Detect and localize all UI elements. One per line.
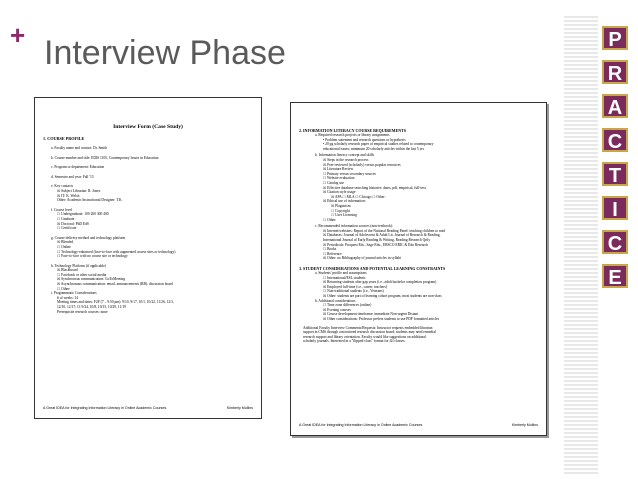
list-item: ☒ Returning students after gap years (i.e., adult bachelor completion program): [323, 280, 437, 285]
list-item: ☒ Other: students are part of learning cohort program, most students are non-class: [323, 294, 442, 298]
list-item: ☒ IT: K. Welsh: [57, 193, 80, 198]
list-item: ☒ Ethical use of information:: [323, 199, 366, 204]
footer-author: Kimberly Mullins: [511, 423, 538, 427]
interview-form-page-2: [290, 102, 547, 436]
practice-letter: A: [602, 94, 628, 118]
list-item: ☒ Subject Librarian: R. Jones: [57, 188, 101, 193]
section-course-profile: 1. COURSE PROFILE: [43, 136, 85, 141]
list-item: b. Additional considerations: [315, 298, 356, 303]
list-item: ☐ Primary versus secondary sources: [323, 171, 376, 176]
form-title: Interview Form (Case Study): [113, 124, 183, 130]
list-item: ☐ Website evaluation: [323, 176, 355, 181]
list-item: ☒ Peer-reviewed (scholarly) versus popular resources: [323, 162, 401, 167]
practice-letter: R: [602, 60, 628, 84]
list-item: e. Key contacts: [51, 184, 74, 189]
list-item: ☒ Evening courses: [323, 307, 351, 312]
list-item: ☐ Graduate: [57, 216, 75, 221]
list-item: ☒ Internet/websites: Report of the National Reading Panel: teaching children to read: [323, 228, 446, 233]
list-item: ☒ Doctoral: PhD EdS: [57, 221, 89, 226]
list-item: d. Semester and year: Fall '13: [51, 174, 94, 179]
list-item: ☒ Plagiarism: [331, 203, 351, 208]
list-item: c. Program or department: Education: [51, 165, 105, 170]
list-item: a. Required research projects or library assignments: [315, 133, 390, 137]
list-item: ☐ Online: [57, 244, 71, 249]
list-item: a. Faculty name and contact: Dr. Smith: [51, 146, 108, 150]
footer-title: A Great IDEA for Integrating Information Literacy in Online Academic Courses: [43, 406, 167, 410]
page-footer: [43, 406, 253, 410]
list-item: ☒ Blended: [57, 240, 74, 245]
comment-line: Additional Faculty Interview Comments/Requests: Instructor requests embedded librarian: [303, 325, 433, 330]
section-student-considerations: 3. STUDENT CONSIDERATIONS AND POTENTIAL LEARNING CONSTRAINTS: [299, 266, 446, 272]
list-item: ☒ Citation style usage: [323, 190, 356, 195]
faculty-comments: [291, 326, 546, 344]
info-literacy-list: [291, 133, 546, 261]
list-item: ☒ Steps in the research process: [323, 157, 369, 162]
comment-line: research support and library orientation. Faculty would like suggestions on additional: [303, 334, 426, 339]
list-item: b. Information literacy concept and skills: [315, 153, 375, 158]
list-item: ☒ Other: no Bibliography of journal articles in syllabi: [323, 256, 402, 261]
list-item: ☒ Asynchronous communication: email, announcements (RB), discussion board: [57, 282, 173, 287]
course-profile-list: [35, 146, 261, 314]
list-item: ☐ Undergraduate: 100 200 300 400: [57, 212, 109, 217]
list-item: ☐ Facebook or other social media: [57, 272, 107, 277]
interview-form-page-1: [34, 97, 262, 419]
list-item: ☐ Face-to-face with no course site or technology: [57, 254, 128, 259]
slide-title: Interview Phase: [44, 34, 286, 72]
list-item: ☐ Non-traditional students (i.e., Veterans): [323, 289, 384, 294]
comment-line: scholarly journals. Interested in a "flipped-class" format for f2f classes.: [303, 339, 406, 344]
section-information-literacy: 2. INFORMATION LITERACY COURSE REQUIREMENTS: [299, 128, 407, 133]
list-item: ☐ Time zone differences (online): [323, 303, 372, 308]
list-item: • 20 pg scholarly research paper of empirical studies related to contemporary: [323, 142, 434, 147]
list-item: ☒ APA ☐ MLA ☐ Chicago ☐ Other:: [331, 194, 386, 199]
list-item: Meeting times and dates: F2F (7 – 9:50 pm): 9/10, 9/17, 10/1, 10/22, 11/26, 12/3,: [57, 300, 174, 305]
list-item: ☐ International/ESL students: [323, 275, 366, 280]
list-item: ☐ Copyright: [331, 208, 350, 213]
footer-author: Kimberly Mullins: [226, 406, 253, 410]
list-item: h. Technology Platform (if applicable): [51, 263, 107, 268]
list-item: Prerequisite research courses: none: [57, 309, 108, 314]
list-item: ☐ Other:: [323, 217, 337, 222]
list-item: i. Programmatic Considerations: [51, 291, 97, 296]
footer-title: A Great IDEA for Integrating Information Literacy in Online Academic Courses: [299, 423, 423, 427]
list-item: International Journal of Early Reading & Writing, Reading Research Qrtly: [323, 238, 431, 243]
list-item: # of weeks: 14: [57, 295, 79, 300]
list-item: ☒ Other considerations: Professor prefers students to use PDF formatted articles: [323, 316, 440, 321]
list-item: ☐ Certificate: [57, 226, 77, 231]
page-footer: [299, 423, 538, 427]
list-item: ☒ Periodicals: Proquest Eds., Sage Edu., EBSCO ERIC & Edu Research: [323, 242, 429, 247]
list-item: ☐ Technology-enhanced (face-to-face with augmented course sites or technology): [57, 249, 176, 254]
list-item: a. Students' profile and assumptions: [315, 271, 367, 276]
practice-letter: E: [602, 264, 628, 288]
list-item: ☒ Literature Review: [323, 167, 354, 172]
list-item: ☐ Reference: [323, 251, 342, 256]
list-item: ☒ Databases: Journal of Adolescent & Adult Lit, Journal of Research & Reading,: [323, 233, 441, 238]
list-item: Other: Academic Instructional Designer: T.K.: [57, 198, 123, 203]
comment-line: support in CMS through a monitored research discussion board; students may need remedial: [303, 330, 436, 335]
practice-letter: I: [602, 196, 628, 220]
list-item: educational issues; minimum 20 scholarly articles within the last 5 yrs: [323, 146, 425, 151]
plus-icon: +: [10, 20, 26, 50]
list-item: ☒ Employed full-time (i.e., career, teachers): [323, 284, 388, 289]
practice-letter: C: [602, 128, 628, 152]
list-item: b. Course number and title: EDIS 1105, Contemporary Issues in Education: [51, 155, 159, 160]
list-item: c. Recommended information sources (non-textbook):: [315, 224, 393, 229]
list-item: 12/10, 12/17; O: 9/24, 10/8, 10/15, 10/29, 11/19: [57, 305, 126, 310]
decorative-stripe: [564, 16, 598, 476]
practice-letter: T: [602, 162, 628, 186]
list-item: ☐ Catalog use: [323, 180, 344, 185]
practice-letter: P: [602, 26, 628, 50]
student-considerations-list: [291, 271, 546, 322]
list-item: g. Course delivery method and technology platform: [51, 235, 126, 240]
list-item: • Problem statement and research questions or hypothesis: [323, 137, 406, 142]
list-item: ☒ Effective database searching histories: dates, pdf, empirical, full-text: [323, 185, 426, 190]
list-item: ☒ Blackboard: [57, 268, 78, 273]
practice-letter: C: [602, 230, 628, 254]
list-item: f. Course level: [51, 207, 73, 212]
list-item: ☐ Books: [323, 247, 337, 252]
list-item: ☐ Other:: [57, 286, 71, 291]
list-item: ☒ Course development timeframe: immediate Non-urgent Distant: [323, 312, 419, 317]
list-item: ☒ Synchronous communication: GoToMeeting: [57, 277, 126, 282]
list-item: ☐ User Licensing: [331, 213, 357, 218]
practice-banner: [598, 26, 632, 298]
